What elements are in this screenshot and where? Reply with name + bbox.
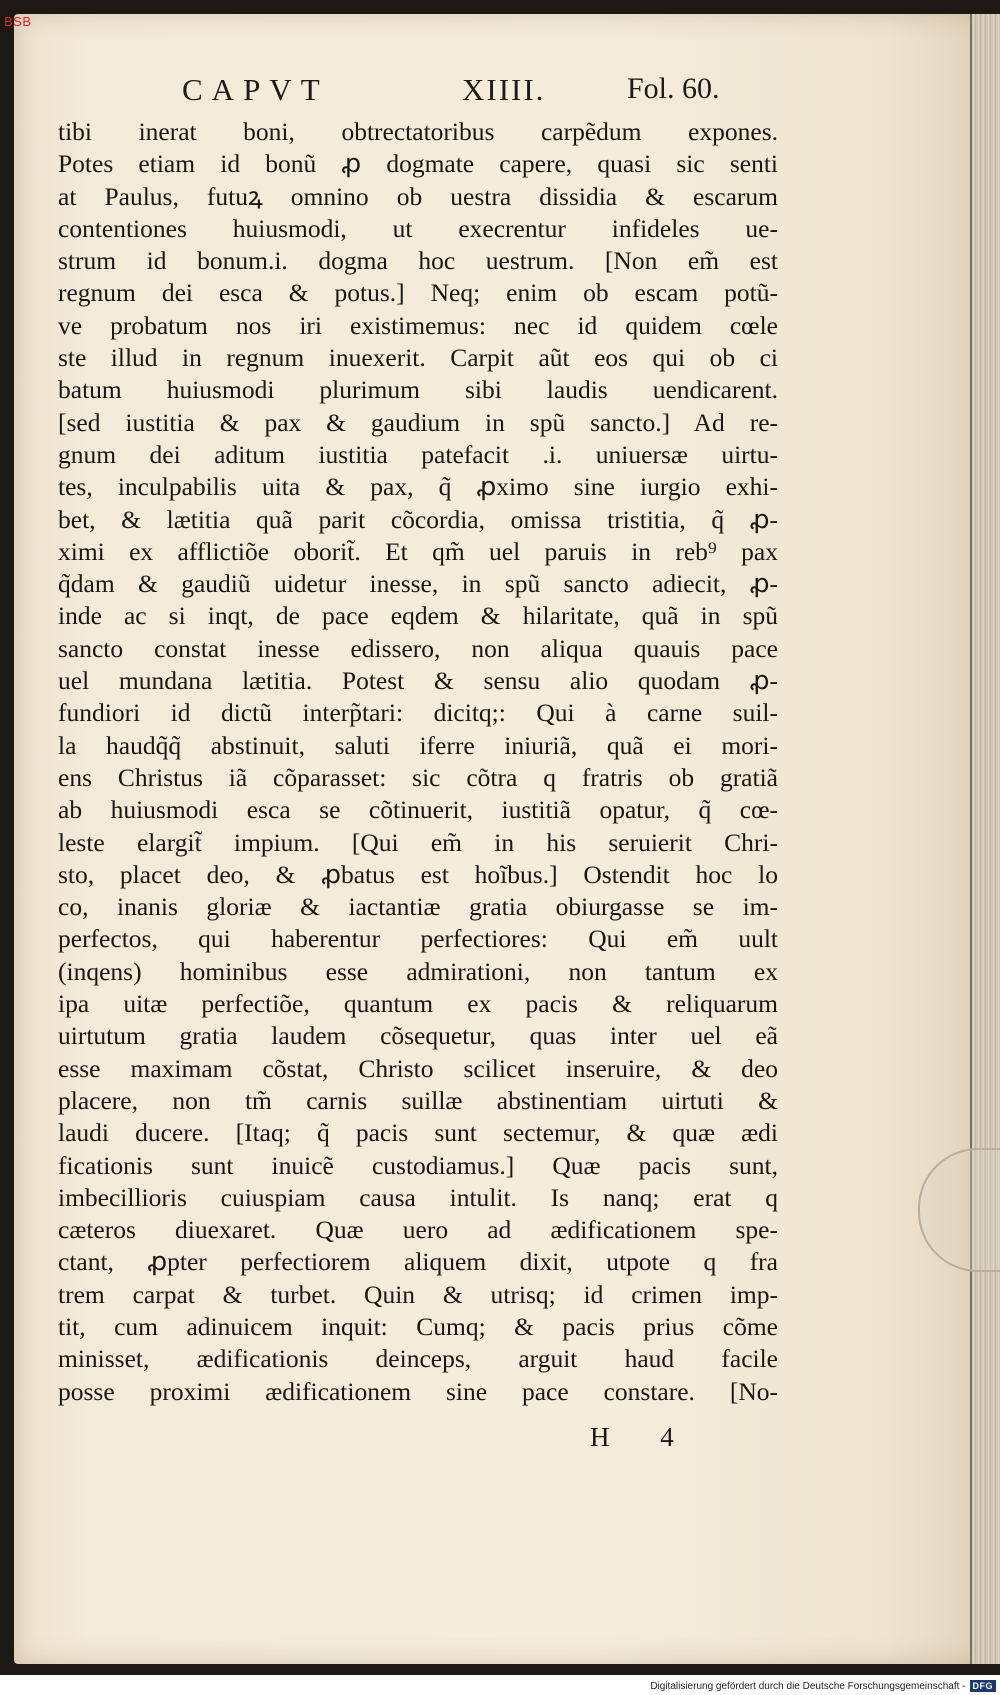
text-line: sancto constat inesse edissero, non aliqua quauis pace [58,633,778,663]
text-line: tibi inerat boni, obtrectatoribus carpẽdum expones. [58,117,778,146]
text-line: sto, placet deo, & ꝓbatus est hoĩbus.] Ostendit hoc lo [58,859,778,889]
text-line: leste elargit̃ impium. [Qui em̃ in his seruierit Chri- [58,827,778,857]
text-line: tes, inculpabilis uita & pax, q̃ ꝓximo sine iurgio exhi- [58,472,778,502]
text-line: ximi ex afflictiõe oborit̃. Et qm̃ uel paruis in reb⁹ pax [58,536,778,566]
text-line: q̃dam & gaudiũ uidetur inesse, in spũ sancto adiecit, ꝓ- [58,569,778,599]
library-watermark: BSB [4,14,32,29]
text-line: contentiones huiusmodi, ut execrentur infideles ue- [58,213,778,243]
running-head-title: CAPVT [182,72,329,107]
text-line: co, inanis gloriæ & iactantiæ gratia obiurgasse se im- [58,892,778,922]
folio-number: Fol. 60. [627,72,720,105]
footer-credit [600,1678,996,1694]
text-line: ab huiusmodi esca se cõtinuerit, iustitiã opatur, q̃ cœ- [58,795,778,825]
text-line: cæteros diuexaret. Quæ uero ad ædificationem spe- [58,1215,778,1245]
text-line: placere, non tm̃ carnis suillæ abstinentiam uirtuti & [58,1085,778,1115]
text-line: ens Christus iã cõparasset: sic cõtra q fratris ob gratiã [58,762,778,792]
text-line: ficationis sunt inuicẽ custodiamus.] Quæ pacis sunt, [58,1150,778,1180]
text-line: trem carpat & turbet. Quin & utrisq; id crimen imp- [58,1279,778,1309]
page-edges [970,14,1000,1664]
running-header [182,72,742,112]
signature-mark: H 4 [590,1422,696,1452]
text-line: (inqens) hominibus esse admirationi, non tantum ex [58,956,778,986]
text-line: gnum dei aditum iustitia patefacit .i. uniuersæ uirtu- [58,439,778,469]
text-line: uirtutum gratia laudem cõsequetur, quas inter uel eã [58,1021,778,1051]
text-line: bet, & lætitia quã parit cõcordia, omissa tristitia, q̃ ꝓ- [58,504,778,534]
text-line: ctant, ꝓpter perfectiorem aliquem dixit, utpote q fra [58,1247,778,1277]
text-line: perfectos, qui haberentur perfectiores: Qui em̃ uult [58,924,778,954]
text-line: laudi ducere. [Itaq; q̃ pacis sunt sectemur, & quæ ædi [58,1118,778,1148]
footer-credit-text: Digitalisierung gefördert durch die Deutsche Forschungsgemeinschaft - [650,1680,966,1692]
dfg-logo-icon: DFG [970,1680,997,1692]
text-line: uel mundana lætitia. Potest & sensu alio quodam ꝓ- [58,666,778,696]
text-line: batum huiusmodi plurimum sibi laudis uendicarent. [58,375,778,405]
text-line: inde ac si inqt, de pace eqdem & hilaritate, quã in spũ [58,601,778,631]
text-line: at Paulus, futuꝝ omnino ob uestra dissidia & escarum [58,181,778,211]
text-line: minisset, ædificationis deinceps, arguit haud facile [58,1344,778,1374]
text-line: ste illud in regnum inuexerit. Carpit aũt eos qui ob ci [58,343,778,373]
body-text [58,116,778,1408]
text-line: ve probatum nos iri existimemus: nec id quidem cœle [58,310,778,340]
chapter-number: XIIII. [462,72,546,107]
text-line: la haudq̃q̃ abstinuit, saluti iferre iniuriã, quã ei mori- [58,730,778,760]
text-line: esse maximam cõstat, Christo scilicet inseruire, & deo [58,1053,778,1083]
text-line: strum id bonum.i. dogma hoc uestrum. [Non em̃ est [58,246,778,276]
text-line: imbecillioris cuiuspiam causa intulit. Is nanq; erat q [58,1182,778,1212]
text-line: tit, cum adinuicem inquit: Cumq; & pacis prius cõme [58,1311,778,1341]
text-line: Potes etiam id bonũ ꝓ dogmate capere, quasi sic senti [58,149,778,179]
text-line: ipa uitæ perfectiõe, quantum ex pacis & reliquarum [58,989,778,1019]
text-line: posse proximi ædificationem sine pace constare. [No- [58,1376,778,1406]
text-line: [sed iustitia & pax & gaudium in spũ sancto.] Ad re- [58,407,778,437]
text-line: fundiori id dictũ interp̃tari: dicitq;: Qui à carne suil- [58,698,778,728]
text-line: regnum dei esca & potus.] Neq; enim ob escam potũ- [58,278,778,308]
